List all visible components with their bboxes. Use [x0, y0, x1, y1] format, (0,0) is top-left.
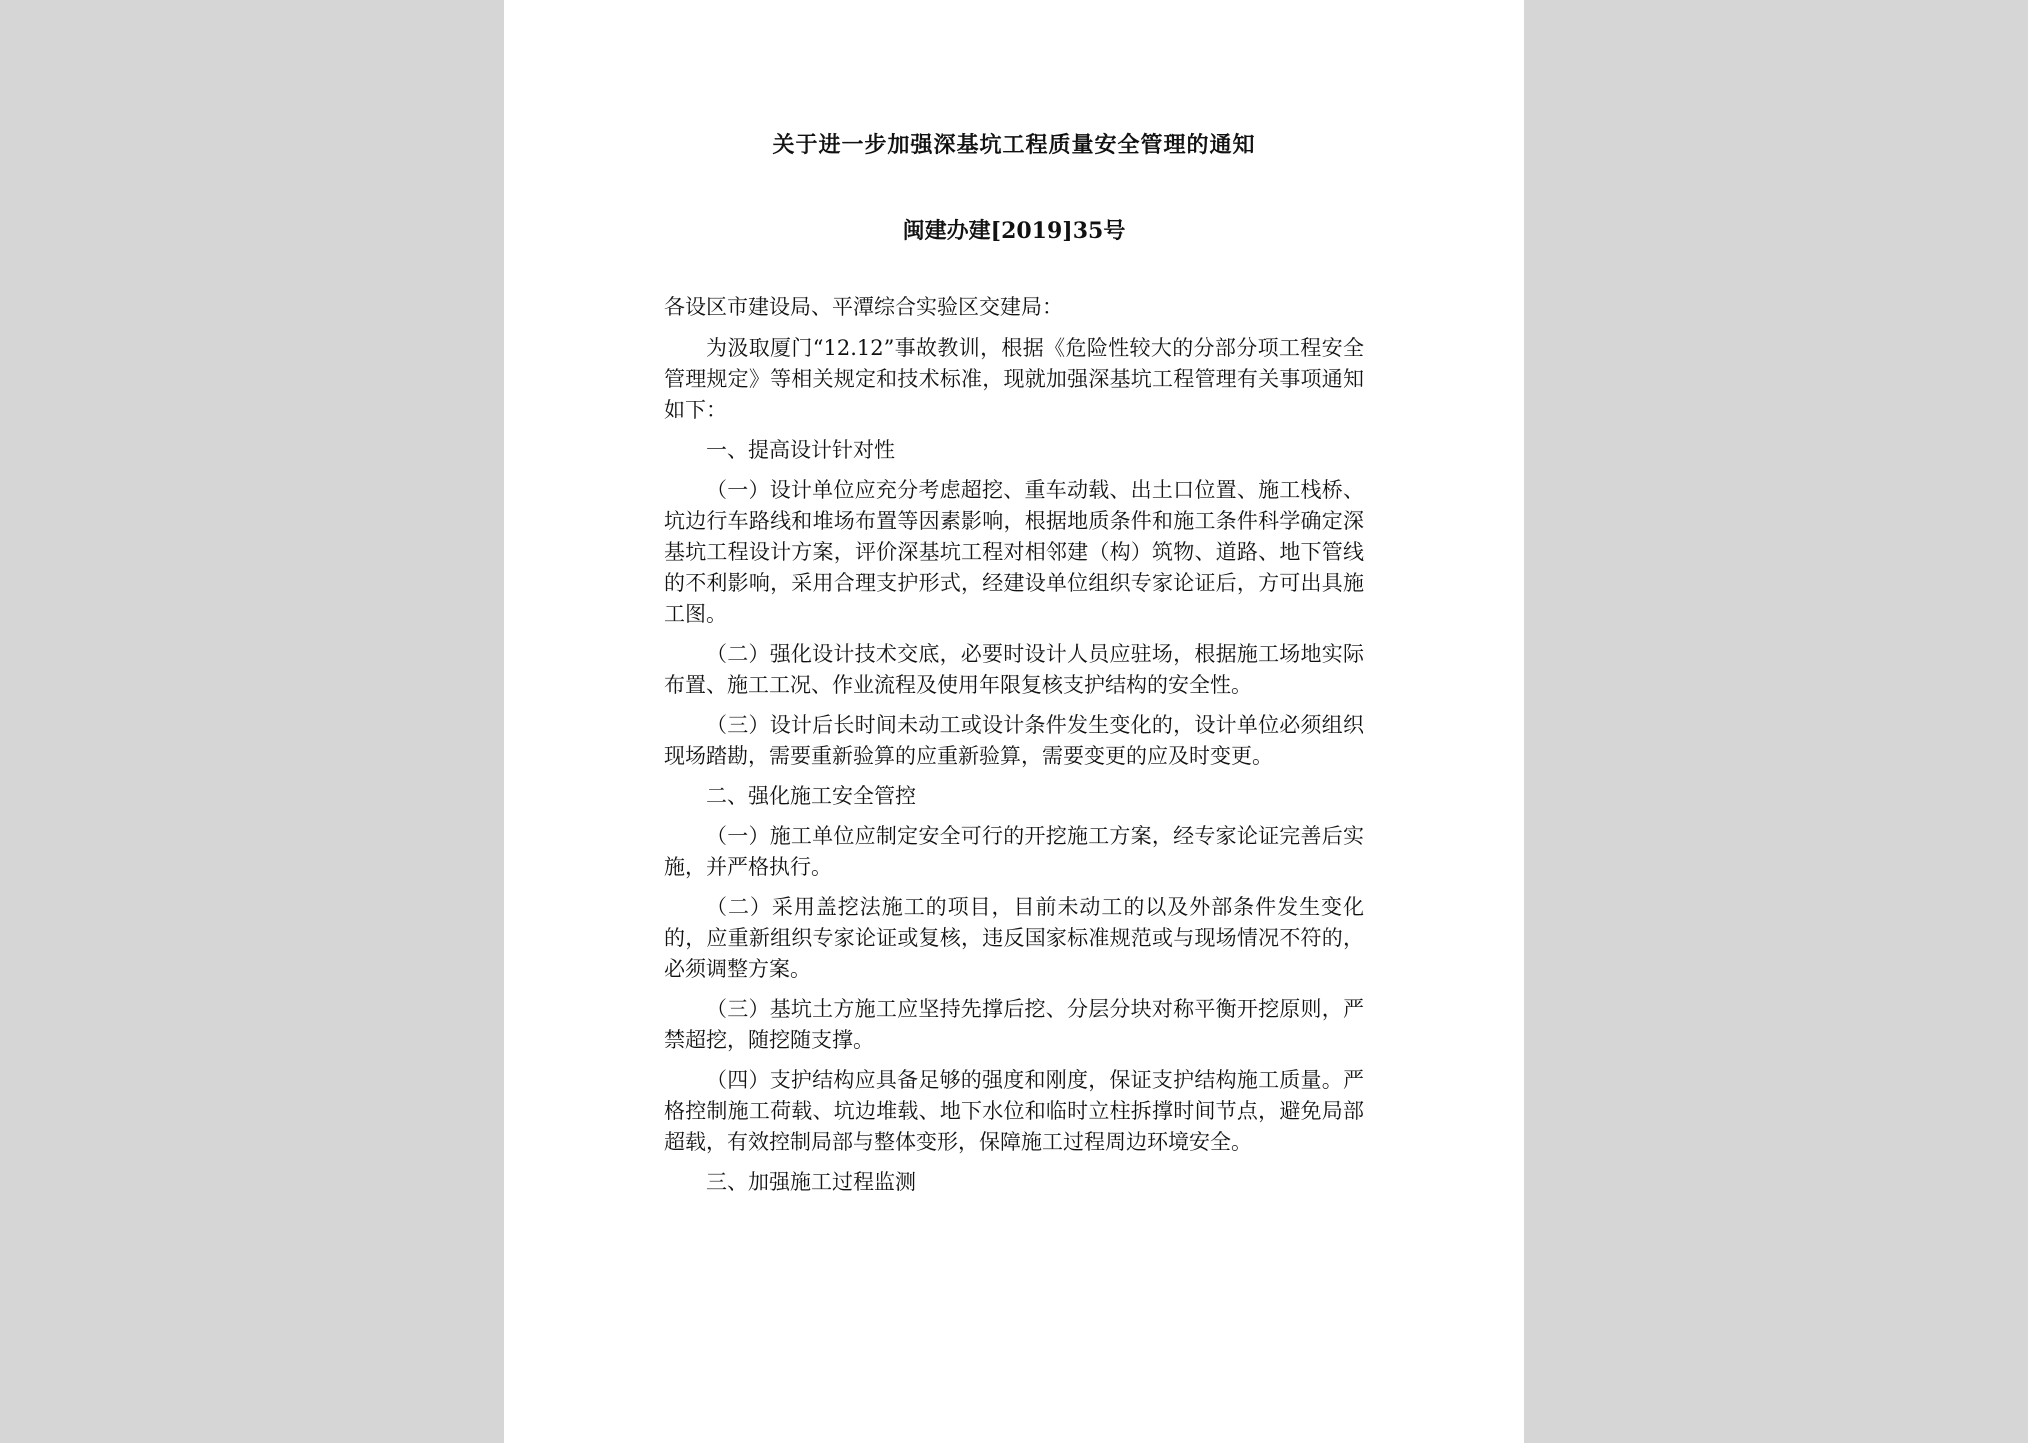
intro-paragraph: 为汲取厦门“12.12”事故教训，根据《危险性较大的分部分项工程安全管理规定》等相关规定和技术标准，现就加强深基坑工程管理有关事项通知如下： — [664, 336, 1364, 422]
section2-item-1: （一）施工单位应制定安全可行的开挖施工方案，经专家论证完善后实施，并严格执行。 — [664, 824, 1364, 879]
section1-item-3: （三）设计后长时间未动工或设计条件发生变化的，设计单位必须组织现场踏勘，需要重新验算的应重新验算，需要变更的应及时变更。 — [664, 713, 1364, 768]
section1-item-2: （二）强化设计技术交底，必要时设计人员应驻场，根据施工场地实际布置、施工工况、作业流程及使用年限复核支护结构的安全性。 — [664, 642, 1364, 697]
document-body — [664, 292, 1364, 1207]
document-page — [504, 0, 1524, 1443]
document-number: 闽建办建[2019]35号 — [902, 218, 1126, 244]
section2-item-3: （三）基坑土方施工应坚持先撑后挖、分层分块对称平衡开挖原则，严禁超挖，随挖随支撑。 — [664, 997, 1364, 1052]
salutation: 各设区市建设局、平潭综合实验区交建局： — [664, 295, 1063, 319]
section-heading-3: 三、加强施工过程监测 — [706, 1170, 916, 1194]
section-heading-1: 一、提高设计针对性 — [706, 438, 895, 462]
section-heading-2: 二、强化施工安全管控 — [706, 784, 916, 808]
section2-item-4: （四）支护结构应具备足够的强度和刚度，保证支护结构施工质量。严格控制施工荷载、坑边堆载、地下水位和临时立柱拆撑时间节点，避免局部超载，有效控制局部与整体变形，保障施工过程周边环境安全。 — [664, 1068, 1364, 1154]
section1-item-1: （一）设计单位应充分考虑超挖、重车动载、出土口位置、施工栈桥、坑边行车路线和堆场布置等因素影响，根据地质条件和施工条件科学确定深基坑工程设计方案，评价深基坑工程对相邻建（构）筑物、道路、地下管线的不利影响，采用合理支护形式，经建设单位组织专家论证后，方可出具施工图。 — [664, 478, 1364, 626]
document-title: 关于进一步加强深基坑工程质量安全管理的通知 — [772, 132, 1256, 158]
section2-item-2: （二）采用盖挖法施工的项目，目前未动工的以及外部条件发生变化的，应重新组织专家论证或复核，违反国家标准规范或与现场情况不符的，必须调整方案。 — [664, 895, 1364, 981]
